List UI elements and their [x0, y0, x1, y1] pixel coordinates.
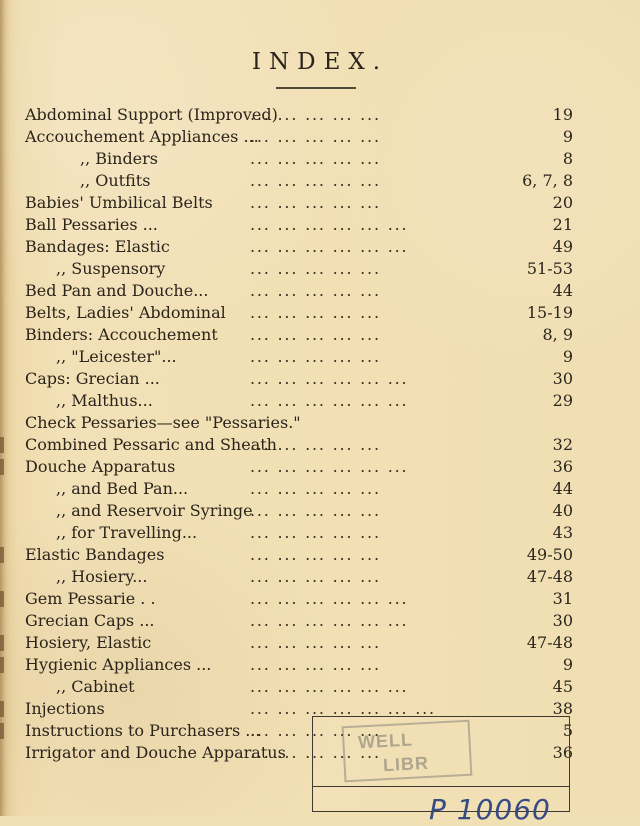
index-row: [0, 478, 640, 500]
index-page-number: 32: [552, 435, 573, 454]
leader-dots: ... ... ... ... ...: [250, 303, 381, 322]
index-page-number: 29: [552, 391, 573, 410]
index-page-number: 38: [552, 699, 573, 718]
index-row: [0, 544, 640, 566]
index-page-number: 51-53: [526, 259, 573, 278]
title-underline: [276, 87, 356, 89]
leader-dots: ... ... ... ... ...: [250, 523, 381, 542]
index-page-number: 49-50: [526, 545, 573, 564]
index-page-number: 20: [552, 193, 573, 212]
index-page-number: 47-48: [526, 567, 573, 586]
index-row: [0, 456, 640, 478]
index-entry-label: Douche Apparatus: [25, 457, 176, 476]
index-entry-label: ,, Malthus...: [56, 391, 153, 410]
margin-tick-mark: [0, 459, 4, 475]
index-page-number: 30: [552, 369, 573, 388]
leader-dots: ... ... ... ... ...: [250, 325, 381, 344]
margin-tick-mark: [0, 635, 4, 651]
stamp-line-2: LIBR: [382, 752, 430, 776]
leader-dots: ... ... ... ... ...: [250, 567, 381, 586]
index-row: [0, 236, 640, 258]
index-row: [0, 676, 640, 698]
index-entry-label: Bandages: Elastic: [25, 237, 170, 256]
index-entry-label: ,, Hosiery...: [56, 567, 148, 586]
stamp-line-1: WELL: [357, 729, 414, 753]
leader-dots: ... ... ... ... ... ...: [250, 391, 409, 410]
leader-dots: ... ... ... ... ...: [250, 655, 381, 674]
leader-dots: ... ... ... ... ...: [250, 149, 381, 168]
leader-dots: ... ... ... ... ...: [250, 545, 381, 564]
index-page-number: 40: [552, 501, 573, 520]
index-row: [0, 170, 640, 192]
leader-dots: ... ... ... ... ... ...: [250, 677, 409, 696]
index-page-number: 31: [552, 589, 573, 608]
leader-dots: ... ... ... ... ... ...: [250, 237, 409, 256]
index-entry-label: Binders: Accouchement: [25, 325, 218, 344]
index-page-number: 44: [552, 281, 573, 300]
index-page-number: 9: [562, 655, 573, 674]
index-row: [0, 434, 640, 456]
margin-tick-mark: [0, 547, 4, 563]
index-row: [0, 368, 640, 390]
leader-dots: ... ... ... ... ...: [250, 721, 381, 740]
index-entry-label: ,, and Bed Pan...: [56, 479, 189, 498]
index-entry-label: Ball Pessaries ...: [25, 215, 158, 234]
index-page-number: 47-48: [526, 633, 573, 652]
leader-dots: ... ... ... ... ...: [250, 501, 381, 520]
index-row: [0, 280, 640, 302]
index-page-number: 9: [562, 347, 573, 366]
index-page-number: 45: [552, 677, 573, 696]
leader-dots: ... ... ... ... ...: [250, 259, 381, 278]
leader-dots: ... ... ... ... ... ...: [250, 589, 409, 608]
index-row: [0, 192, 640, 214]
index-entry-label: Grecian Caps ...: [25, 611, 155, 630]
leader-dots: ... ... ... ... ...: [250, 743, 381, 762]
leader-dots: ... ... ... ... ... ... ...: [250, 699, 436, 718]
leader-dots: ... ... ... ... ...: [250, 479, 381, 498]
margin-tick-mark: [0, 723, 4, 739]
index-page-number: 5: [562, 721, 573, 740]
leader-dots: ... ... ... ... ...: [250, 281, 381, 300]
leader-dots: ... ... ... ... ... ...: [250, 369, 409, 388]
index-page-number: 8, 9: [542, 325, 573, 344]
index-page-number: 30: [552, 611, 573, 630]
index-entry-label: Accouchement Appliances ...: [25, 127, 259, 146]
index-entry-label: ,, and Reservoir Syringe: [56, 501, 253, 520]
leader-dots: ... ... ... ... ... ...: [250, 457, 409, 476]
index-entry-label: ,, Cabinet: [56, 677, 135, 696]
index-page-number: 9: [562, 127, 573, 146]
index-page-number: 21: [552, 215, 573, 234]
index-row: [0, 126, 640, 148]
index-entry-label: Elastic Bandages: [25, 545, 165, 564]
index-row: [0, 258, 640, 280]
index-entry-label: Injections: [25, 699, 105, 718]
index-page-number: 43: [552, 523, 573, 542]
index-row: [0, 632, 640, 654]
index-page-number: 36: [552, 743, 573, 762]
shelfmark-label: P 10060: [429, 793, 551, 826]
index-page-number: 44: [552, 479, 573, 498]
leader-dots: ... ... ... ... ...: [250, 193, 381, 212]
stamp-divider: [313, 786, 569, 787]
index-entry-label: Caps: Grecian ...: [25, 369, 160, 388]
index-row: [0, 412, 640, 434]
leader-dots: ... ... ... ... ...: [250, 127, 381, 146]
margin-tick-mark: [0, 657, 4, 673]
index-entry-label: Irrigator and Douche Apparatus: [25, 743, 286, 762]
index-entry-label: Combined Pessaric and Sheath: [25, 435, 277, 454]
index-entry-label: ,, Outfits: [80, 171, 151, 190]
leader-dots: ... ... ... ... ... ...: [250, 611, 409, 630]
index-row: [0, 654, 640, 676]
index-row: [0, 324, 640, 346]
index-row: [0, 148, 640, 170]
index-row: [0, 500, 640, 522]
index-row: [0, 390, 640, 412]
index-entry-label: Instructions to Purchasers ...: [25, 721, 261, 740]
margin-tick-mark: [0, 591, 4, 607]
leader-dots: ... ... ... ... ...: [250, 347, 381, 366]
index-page-number: 6, 7, 8: [522, 171, 573, 190]
index-page-number: 15-19: [526, 303, 573, 322]
index-page-number: 36: [552, 457, 573, 476]
index-entry-label: Babies' Umbilical Belts: [25, 193, 213, 212]
index-page-number: 49: [552, 237, 573, 256]
index-entry-label: Abdominal Support (Improved): [25, 105, 278, 124]
index-entry-label: Hosiery, Elastic: [25, 633, 152, 652]
margin-tick-mark: [0, 701, 4, 717]
index-entry-label: Hygienic Appliances ...: [25, 655, 212, 674]
index-entry-label: Check Pessaries—see "Pessaries.": [25, 413, 301, 432]
index-title: INDEX.: [251, 49, 389, 75]
leader-dots: ... ... ... ... ... ...: [250, 215, 409, 234]
leader-dots: ... ... ... ... ...: [250, 435, 381, 454]
index-entry-label: ,, for Travelling...: [56, 523, 198, 542]
index-row: [0, 566, 640, 588]
index-entry-label: Gem Pessarie . .: [25, 589, 156, 608]
index-row: [0, 104, 640, 126]
index-entry-label: ,, "Leicester"...: [56, 347, 177, 366]
index-row: [0, 302, 640, 324]
index-row: [0, 522, 640, 544]
index-entry-label: ,, Binders: [80, 149, 159, 168]
index-entry-label: ,, Suspensory: [56, 259, 166, 278]
index-page-number: 19: [552, 105, 573, 124]
library-stamp-box: [312, 716, 570, 826]
leader-dots: ... ... ... ... ...: [250, 105, 381, 124]
margin-tick-mark: [0, 437, 4, 453]
index-row: [0, 588, 640, 610]
index-row: [0, 214, 640, 236]
index-entry-label: Bed Pan and Douche...: [25, 281, 209, 300]
index-row: [0, 346, 640, 368]
index-page-number: 8: [562, 149, 573, 168]
leader-dots: ... ... ... ... ...: [250, 171, 381, 190]
index-entry-label: Belts, Ladies' Abdominal: [25, 303, 226, 322]
index-row: [0, 610, 640, 632]
leader-dots: ... ... ... ... ...: [250, 633, 381, 652]
